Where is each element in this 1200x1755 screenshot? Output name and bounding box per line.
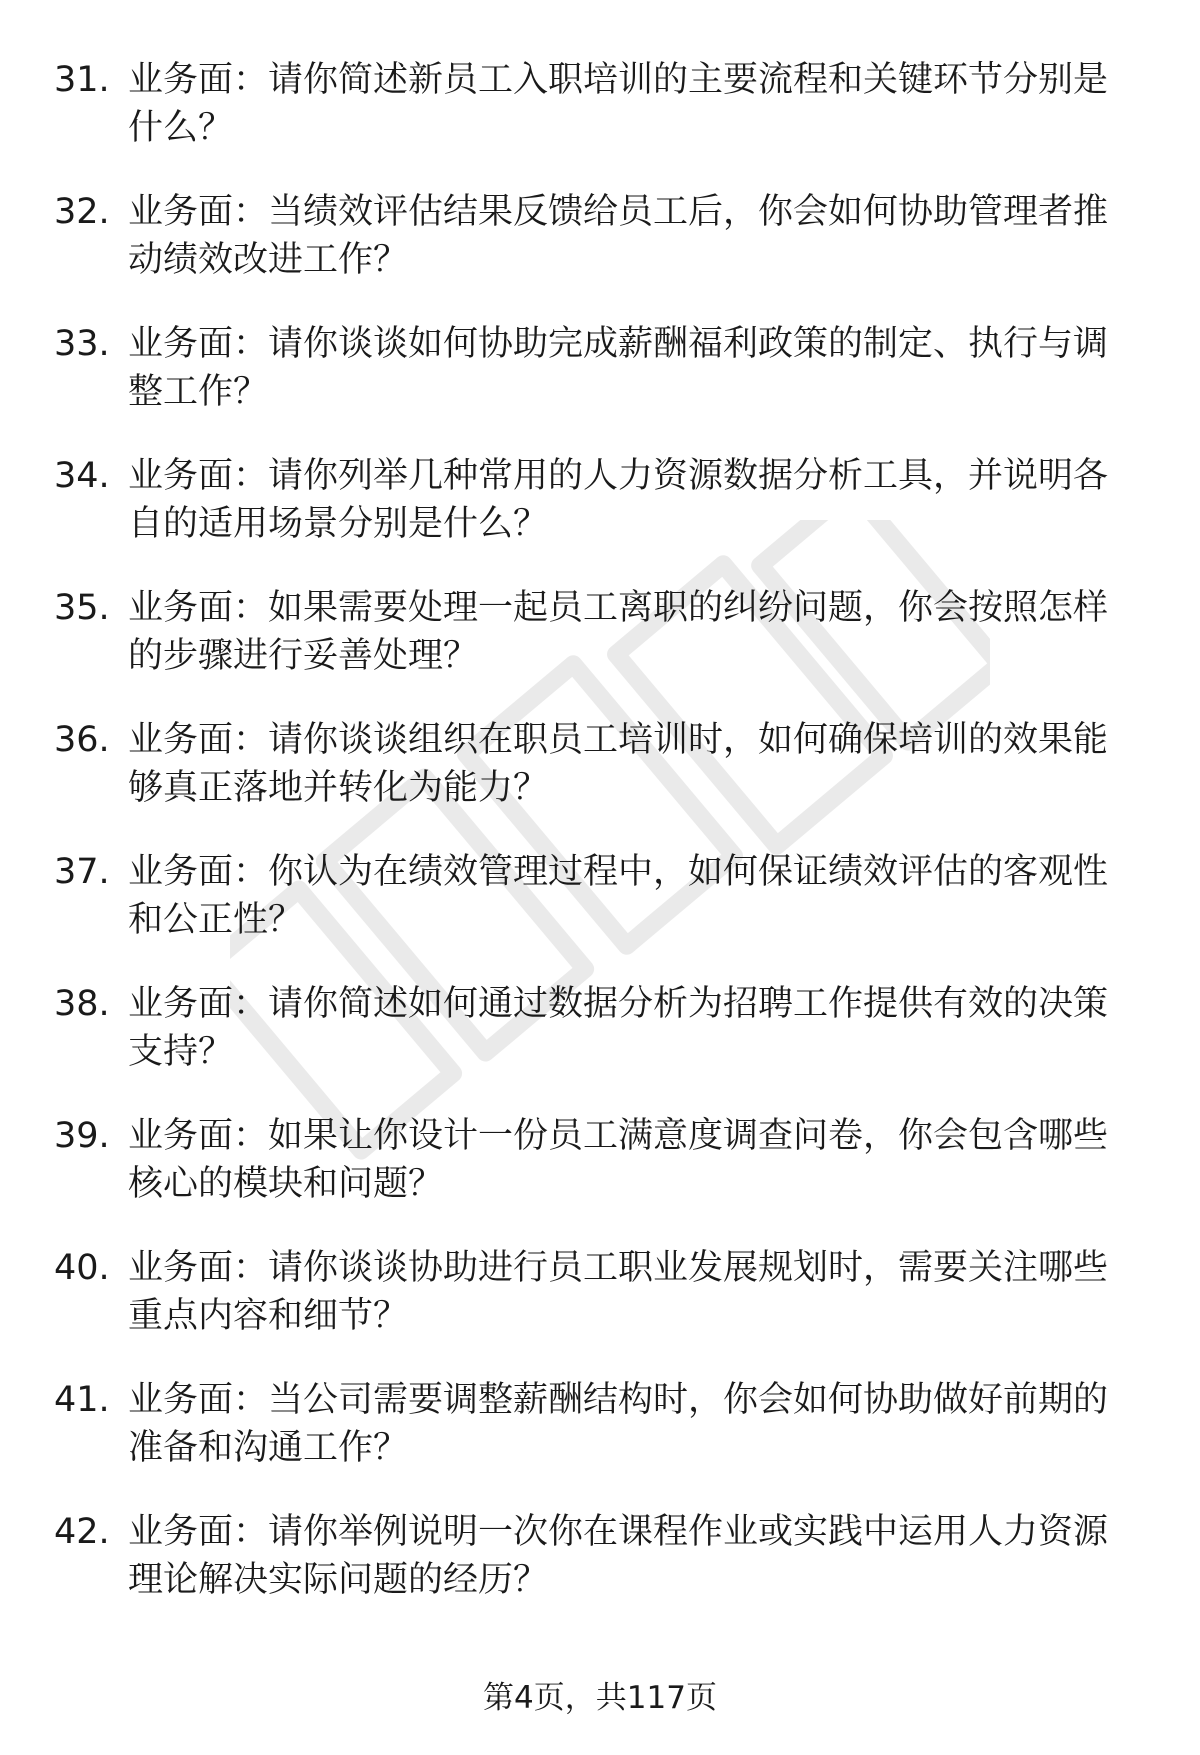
question-item — [0, 1244, 1200, 1376]
question-line: 业务面：你认为在绩效管理过程中，如何保证绩效评估的客观性 — [128, 852, 1109, 892]
question-line: 业务面：当绩效评估结果反馈给员工后，你会如何协助管理者推 — [128, 192, 1109, 232]
question-number: 34. — [54, 456, 110, 496]
question-line: 什么？ — [128, 108, 234, 148]
page-footer: 第4页，共117页 — [483, 1680, 717, 1716]
question-item — [0, 1112, 1200, 1244]
question-line: 自的适用场景分别是什么？ — [128, 504, 549, 544]
question-line: 和公正性？ — [128, 900, 304, 940]
question-line: 业务面：如果需要处理一起员工离职的纠纷问题，你会按照怎样 — [128, 588, 1109, 628]
question-line: 业务面：请你简述如何通过数据分析为招聘工作提供有效的决策 — [128, 984, 1109, 1024]
question-text — [128, 1508, 1148, 1604]
question-number: 38. — [54, 984, 110, 1024]
question-list — [0, 56, 1200, 1640]
question-line: 动绩效改进工作？ — [128, 240, 409, 280]
question-text — [128, 452, 1148, 548]
question-line: 业务面：当公司需要调整薪酬结构时，你会如何协助做好前期的 — [128, 1380, 1109, 1420]
question-item — [0, 716, 1200, 848]
question-item — [0, 848, 1200, 980]
question-number: 36. — [54, 720, 110, 760]
question-number: 32. — [54, 192, 110, 232]
question-line: 业务面：请你谈谈协助进行员工职业发展规划时，需要关注哪些 — [128, 1248, 1109, 1288]
question-text — [128, 716, 1148, 812]
question-line: 业务面：请你列举几种常用的人力资源数据分析工具，并说明各 — [128, 456, 1109, 496]
question-line: 够真正落地并转化为能力？ — [128, 768, 549, 808]
question-text — [128, 848, 1148, 944]
question-item — [0, 1508, 1200, 1640]
question-number: 39. — [54, 1116, 110, 1156]
question-number: 41. — [54, 1380, 110, 1420]
question-item — [0, 1376, 1200, 1508]
question-number: 31. — [54, 60, 110, 100]
question-number: 37. — [54, 852, 110, 892]
question-line: 业务面：请你谈谈组织在职员工培训时，如何确保培训的效果能 — [128, 720, 1109, 760]
question-text — [128, 56, 1148, 152]
question-line: 准备和沟通工作？ — [128, 1428, 409, 1468]
question-line: 重点内容和细节？ — [128, 1296, 409, 1336]
question-line: 业务面：请你谈谈如何协助完成薪酬福利政策的制定、执行与调 — [128, 324, 1109, 364]
question-line: 核心的模块和问题？ — [128, 1164, 444, 1204]
question-text — [128, 584, 1148, 680]
question-item — [0, 320, 1200, 452]
question-number: 42. — [54, 1512, 110, 1552]
question-item — [0, 980, 1200, 1112]
question-item — [0, 188, 1200, 320]
question-text — [128, 320, 1148, 416]
question-item — [0, 584, 1200, 716]
question-number: 35. — [54, 588, 110, 628]
question-text — [128, 1244, 1148, 1340]
question-text — [128, 1112, 1148, 1208]
question-line: 支持？ — [128, 1032, 234, 1072]
question-item — [0, 452, 1200, 584]
question-number: 33. — [54, 324, 110, 364]
question-line: 的步骤进行妥善处理？ — [128, 636, 479, 676]
question-text — [128, 980, 1148, 1076]
question-text — [128, 1376, 1148, 1472]
question-text — [128, 188, 1148, 284]
question-number: 40. — [54, 1248, 110, 1288]
question-line: 理论解决实际问题的经历？ — [128, 1560, 549, 1600]
question-item — [0, 56, 1200, 188]
question-line: 整工作？ — [128, 372, 269, 412]
question-line: 业务面：请你举例说明一次你在课程作业或实践中运用人力资源 — [128, 1512, 1109, 1552]
question-line: 业务面：请你简述新员工入职培训的主要流程和关键环节分别是 — [128, 60, 1109, 100]
question-line: 业务面：如果让你设计一份员工满意度调查问卷，你会包含哪些 — [128, 1116, 1109, 1156]
